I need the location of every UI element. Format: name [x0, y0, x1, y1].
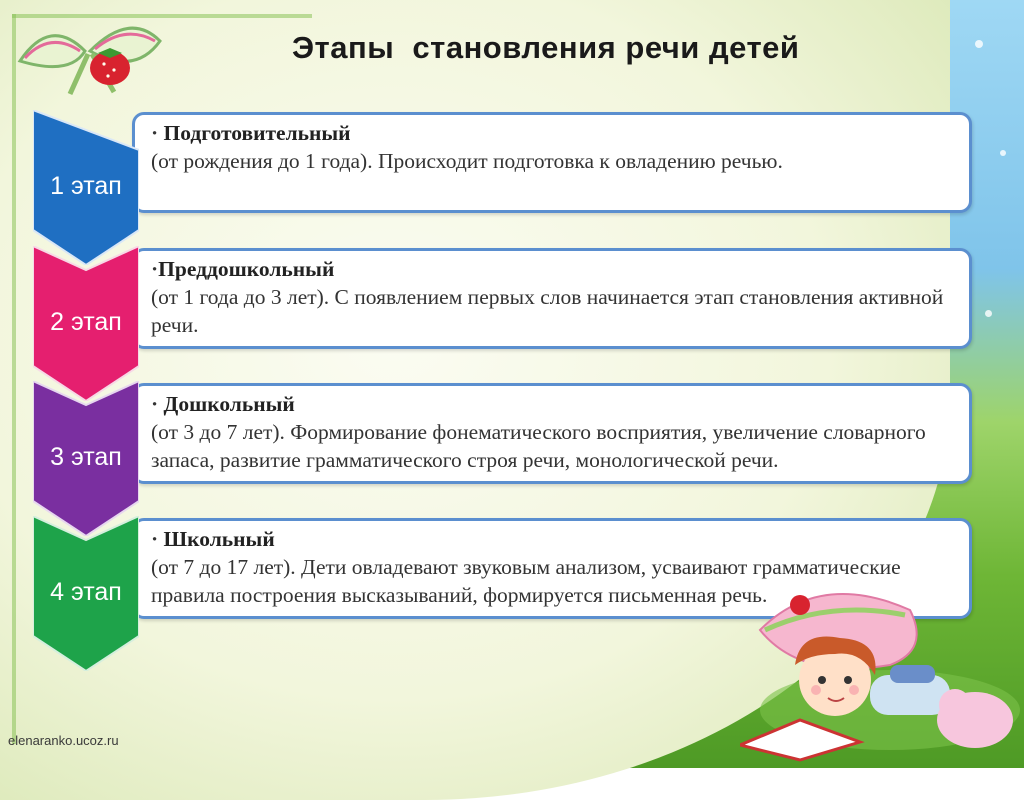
- girl-reading-illustration-icon: [740, 570, 1020, 770]
- stage-text-1: [151, 119, 949, 175]
- stage-description: (от рождения до 1 года). Происходит подготовка к овладению речью.: [151, 149, 783, 173]
- stage-description: (от 3 до 7 лет). Формирование фонематического восприятия, увеличение словарного запаса, развитие грамматического строя речи, монологической речи.: [151, 420, 926, 472]
- bullet-icon: ·: [151, 257, 159, 281]
- sparkle-icon: [1000, 150, 1006, 156]
- stage-heading: Подготовительный: [163, 121, 351, 145]
- stage-chevron-3: [33, 381, 139, 536]
- stage-label: 2 этап: [50, 308, 122, 336]
- stage-text-2: [151, 255, 949, 339]
- sparkle-icon: [975, 40, 983, 48]
- stage-heading: Преддошкольный: [158, 257, 335, 281]
- stage-heading: Школьный: [163, 527, 275, 551]
- stage-text-3: [151, 390, 949, 474]
- panel-frame-left: [12, 14, 16, 744]
- bullet-icon: ·: [151, 392, 164, 416]
- stage-description: (от 1 года до 3 лет). С появлением первых слов начинается этап становления активной речи.: [151, 285, 944, 337]
- page-title: Этапы становления речи детей: [292, 30, 800, 65]
- stage-label: 4 этап: [50, 578, 122, 606]
- stage-label: 3 этап: [50, 443, 122, 471]
- stage-chevron-4: [33, 516, 139, 671]
- stage-heading: Дошкольный: [163, 392, 295, 416]
- bullet-icon: ·: [151, 527, 164, 551]
- stage-label: 1 этап: [50, 172, 122, 200]
- bullet-icon: ·: [151, 121, 164, 145]
- stage-box-1: [132, 112, 972, 213]
- footer-source-text: elenaranko.ucoz.ru: [8, 733, 119, 748]
- stage-chevron-1: [33, 110, 139, 265]
- stage-box-3: [132, 383, 972, 484]
- stage-chevron-2: [33, 246, 139, 401]
- stage-description: (от 7 до 17 лет). Дети овладевают звуковым анализом, усваивают грамматические правила построения высказываний, формируется письменная речь.: [151, 555, 901, 607]
- stage-box-2: [132, 248, 972, 349]
- strawberry-ribbon-icon: [10, 6, 170, 101]
- sparkle-icon: [985, 310, 992, 317]
